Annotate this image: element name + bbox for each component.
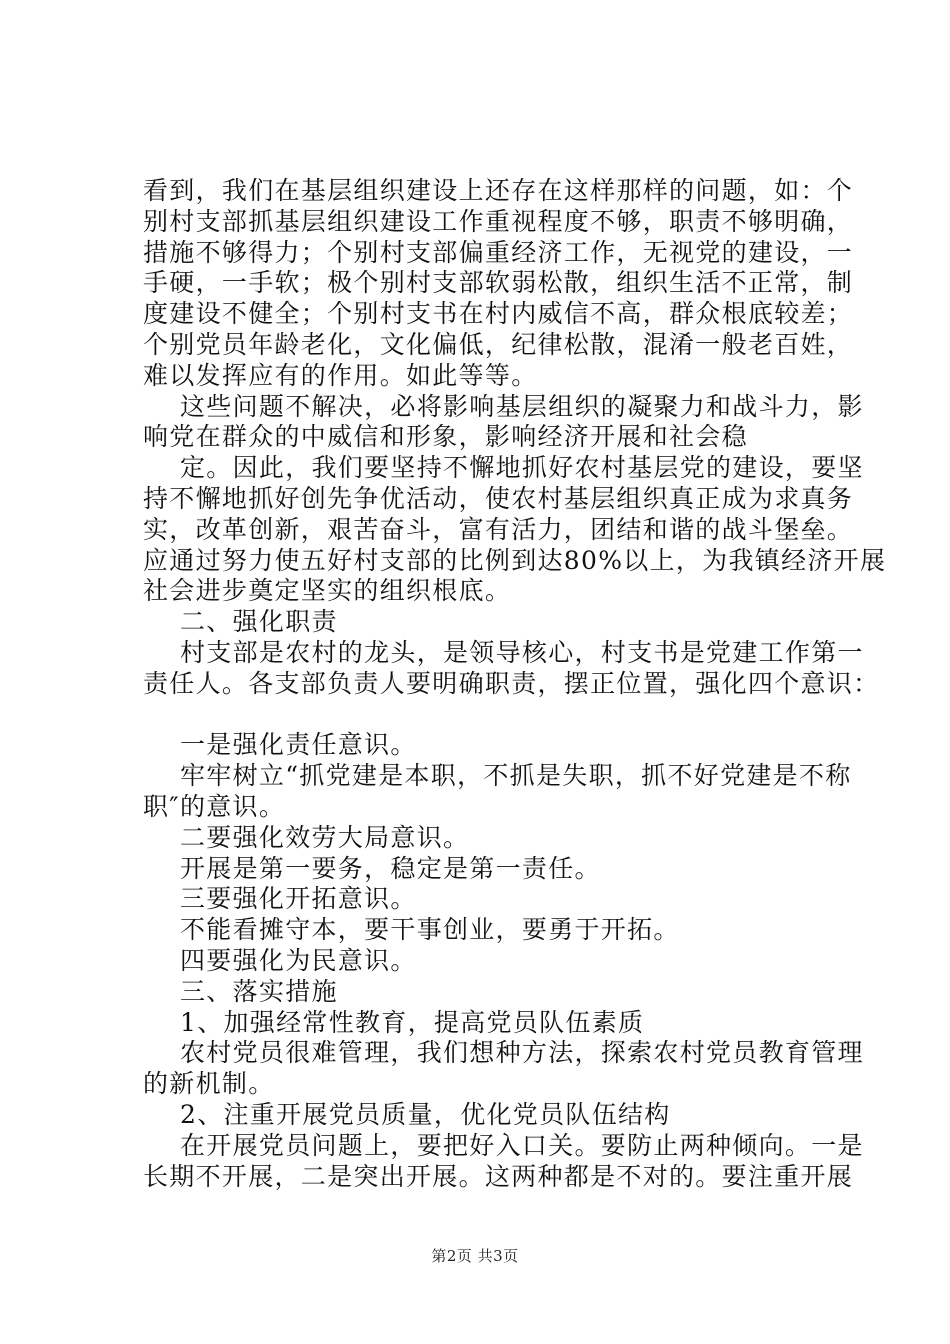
text-line: 持不懈地抓好创先争优活动，使农村基层组织真正成为求真务	[143, 483, 854, 513]
text-line: 应通过努力使五好村支部的比例到达80%以上，为我镇经济开展	[143, 545, 887, 575]
text-line: 实，改革创新，艰苦奋斗，富有活力，团结和谐的战斗堡垒。	[143, 514, 854, 544]
text-line: 这些问题不解决，必将影响基层组织的凝聚力和战斗力，影	[180, 391, 864, 421]
text-line: 难以发挥应有的作用。如此等等。	[143, 360, 538, 390]
section-heading: 二、强化职责	[180, 607, 338, 637]
text-line: 职″的意识。	[143, 791, 286, 821]
text-line: 在开展党员问题上，要把好入口关。要防止两种倾向。一是	[180, 1130, 864, 1160]
text-line: 措施不够得力；个别村支部偏重经济工作，无视党的建设，一	[143, 237, 854, 267]
text-line: 别村支部抓基层组织建设工作重视程度不够，职责不够明确，	[143, 206, 854, 236]
text-line: 响党在群众的中威信和形象，影响经济开展和社会稳	[143, 422, 748, 452]
text-line: 个别党员年龄老化，文化偏低，纪律松散，混淆一般老百姓，	[143, 329, 854, 359]
text-line: 度建设不健全；个别村支书在村内威信不高，群众根底较差；	[143, 299, 854, 329]
text-line: 不能看摊守本，要干事创业，要勇于开拓。	[180, 915, 680, 945]
text-line: 手硬，一手软；极个别村支部软弱松散，组织生活不正常，制	[143, 268, 854, 298]
blank-line	[143, 700, 843, 731]
text-line: 牢牢树立“抓党建是本职，不抓是失职，抓不好党建是不称	[180, 761, 852, 791]
text-line: 社会进步奠定坚实的组织根底。	[143, 576, 512, 606]
text-line: 农村党员很难管理，我们想种方法，探索农村党员教育管理	[180, 1038, 864, 1068]
text-line: 看到，我们在基层组织建设上还存在这样那样的问题，如：个	[143, 176, 854, 205]
subsection-heading: 2、注重开展党员质量，优化党员队伍结构	[180, 1099, 671, 1129]
text-line: 的新机制。	[143, 1069, 275, 1099]
text-line: 定。因此，我们要坚持不懈地抓好农村基层党的建设，要坚	[180, 453, 864, 483]
body-text	[143, 176, 887, 1192]
text-line: 二要强化效劳大局意识。	[180, 822, 470, 852]
text-line: 一是强化责任意识。	[180, 730, 417, 760]
page-number-footer: 第2页 共3页	[431, 1247, 519, 1265]
text-line: 四要强化为民意识。	[180, 945, 417, 975]
text-line: 三要强化开拓意识。	[180, 884, 417, 914]
text-line: 开展是第一要务，稳定是第一责任。	[180, 853, 601, 883]
section-heading: 三、落实措施	[180, 976, 338, 1006]
text-line: 责任人。各支部负责人要明确职责，摆正位置，强化四个意识：	[143, 668, 880, 698]
text-line: 长期不开展，二是突出开展。这两种都是不对的。要注重开展	[143, 1161, 854, 1191]
text-line: 村支部是农村的龙头，是领导核心，村支书是党建工作第一	[180, 637, 864, 667]
subsection-heading: 1、加强经常性教育，提高党员队伍素质	[180, 1007, 645, 1037]
